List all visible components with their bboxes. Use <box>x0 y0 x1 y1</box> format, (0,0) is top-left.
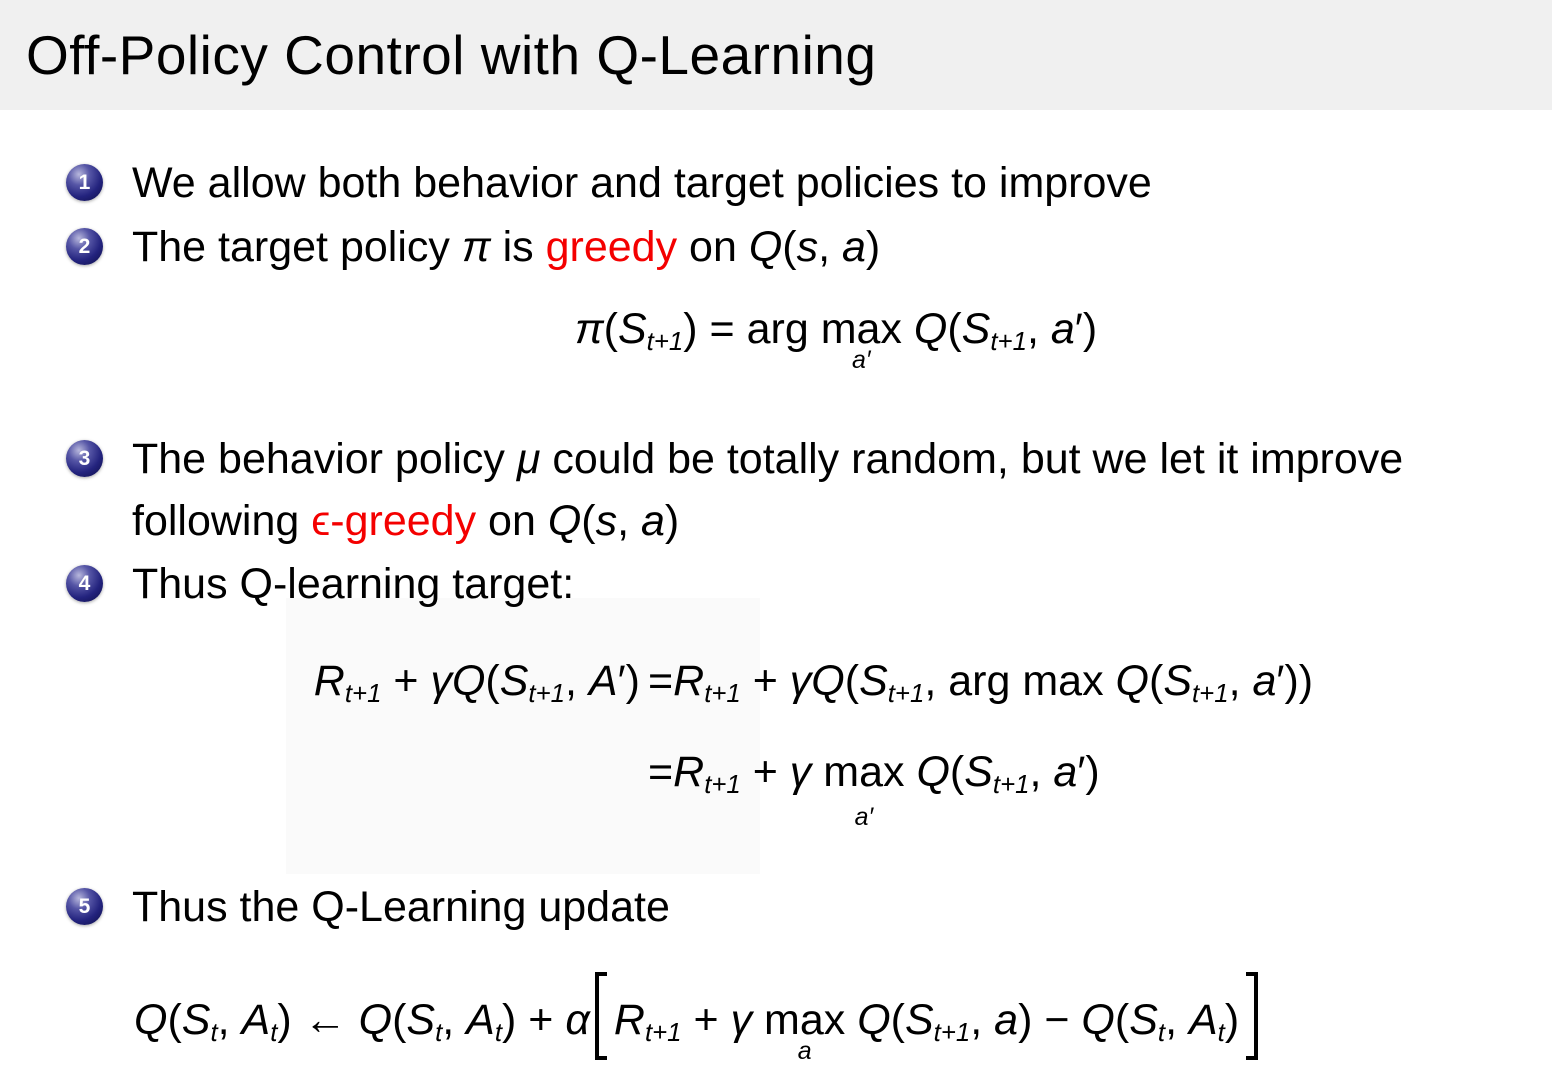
bullet-item-5 <box>66 876 1522 938</box>
target-line1-left: Rt+1 + γQ(St+1, A′) <box>313 657 640 708</box>
bullet-item-3 <box>66 428 1522 552</box>
target-line1-right: =Rt+1 + γQ(St+1, arg max Q(St+1, a′)) <box>648 657 1314 708</box>
bullet-text: Thus Q-learning target: <box>132 560 575 608</box>
bullet-number-badge: 1 <box>66 164 103 201</box>
max-operator: max a <box>764 996 846 1066</box>
target-line2-right: =Rt+1 + γ max a′ Q(St+1, a′) <box>648 733 1313 824</box>
max-operator: max a′ <box>820 305 902 375</box>
bullet-item-2 <box>66 216 1522 278</box>
formula-greedy-policy: π(St+1) = arg max a′ Q(St+1, a′) <box>574 305 1098 375</box>
bullet-number-badge: 3 <box>66 440 103 477</box>
big-left-bracket <box>595 972 607 1060</box>
big-right-bracket <box>1246 972 1258 1060</box>
formula-qlearning-target <box>218 642 1314 831</box>
bullet-number-badge: 4 <box>66 565 103 602</box>
bullet-item-4 <box>66 553 1522 615</box>
bullet-number-badge: 5 <box>66 888 103 925</box>
bullet-number-badge: 2 <box>66 228 103 265</box>
slide-title: Off-Policy Control with Q-Learning <box>26 24 877 86</box>
bullet-text: We allow both behavior and target policies to improve <box>132 159 1152 207</box>
target-line2-left <box>218 733 648 824</box>
formula-qlearning-update: Q(St, At) ← Q(St, At) + α Rt+1 + γ max a Q(St+1, a) − Q(St, At) <box>134 972 1258 1060</box>
max-operator: max a′ <box>823 747 905 831</box>
bullet-text: Thus the Q-Learning update <box>132 883 670 931</box>
bullet-text: The target policy π is greedy on Q(s, a) <box>132 223 881 271</box>
bullet-text: The behavior policy μ could be totally random, but we let it improve following ϵ-greedy on Q(s, a) <box>132 435 1404 545</box>
slide-title-bar <box>0 0 1552 110</box>
bullet-item-1 <box>66 152 1522 214</box>
